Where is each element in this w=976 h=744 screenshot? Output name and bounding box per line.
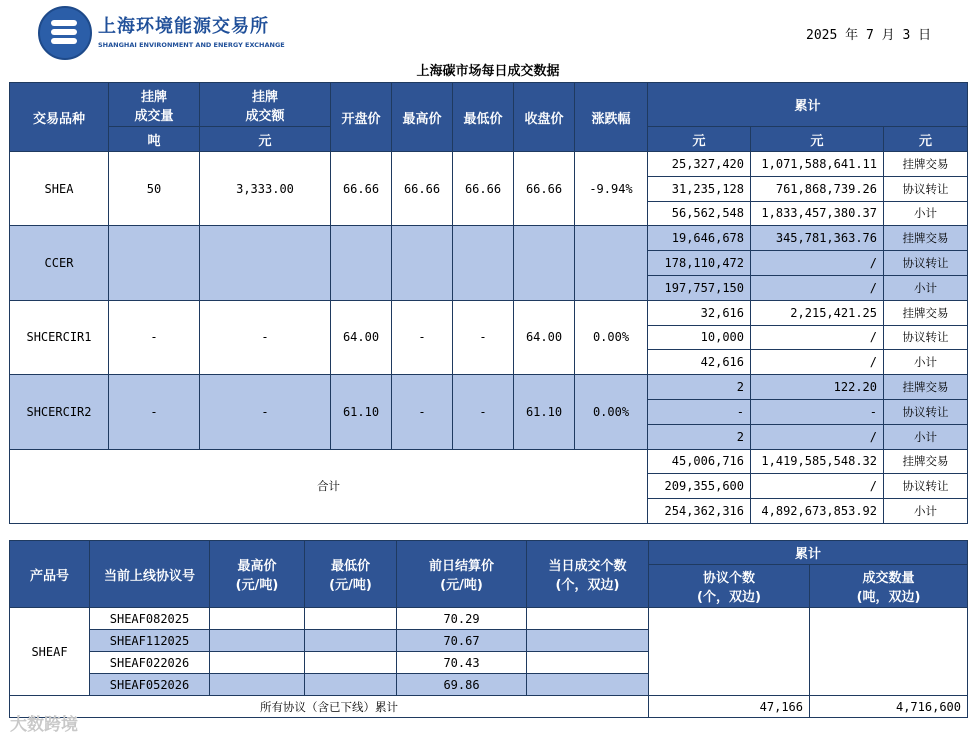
fwd-header-day_count: 当日成交个数 (个，双边) [527,541,649,608]
exchange-logo-icon [38,6,92,60]
fwd-footer-label: 所有协议（含已下线）累计 [10,696,649,718]
cum-volume: 31,235,128 [648,176,751,201]
total-volume: 254,362,316 [648,499,751,524]
cum-amount: 2,215,421.25 [751,300,884,325]
cum-amount: 345,781,363.76 [751,226,884,251]
header-unit-yuan: 元 [751,127,884,152]
fwd-prev_settle: 70.43 [397,652,527,674]
cum-type: 挂牌交易 [884,375,968,400]
header-low: 最低价 [453,83,514,152]
total-amount: 1,419,585,548.32 [751,449,884,474]
fwd-header-agreement: 当前上线协议号 [90,541,210,608]
page-header [0,0,976,78]
cell-high: 66.66 [392,152,453,226]
cum-type: 挂牌交易 [884,226,968,251]
total-label: 合计 [10,449,648,523]
fwd-blank [810,608,968,696]
cell-open: 64.00 [331,300,392,374]
fwd-header-agreement_count: 协议个数 (个，双边) [649,565,810,608]
fwd-high [210,608,305,630]
total-type: 协议转让 [884,474,968,499]
cell-close: 64.00 [514,300,575,374]
cum-volume: 197,757,150 [648,275,751,300]
fwd-prev_settle: 70.67 [397,630,527,652]
fwd-agreement: SHEAF082025 [90,608,210,630]
cum-volume: 56,562,548 [648,201,751,226]
product-name: SHCERCIR1 [10,300,109,374]
cell-listed_amt: - [200,375,331,449]
total-amount: / [751,474,884,499]
cum-type: 小计 [884,424,968,449]
header-high: 最高价 [392,83,453,152]
product-name: SHEA [10,152,109,226]
fwd-blank [649,608,810,696]
header-product: 交易品种 [10,83,109,152]
cell-change [575,226,648,300]
header-listed_amt: 挂牌 成交额 [200,83,331,127]
cum-type: 小计 [884,201,968,226]
watermark: 大数跨境 [10,715,78,735]
cell-open: 61.10 [331,375,392,449]
cum-type: 协议转让 [884,251,968,276]
cum-volume: 2 [648,375,751,400]
product-name: SHCERCIR2 [10,375,109,449]
cell-low: - [453,300,514,374]
cum-amount: / [751,325,884,350]
cum-volume: 2 [648,424,751,449]
fwd-header-prev_settle: 前日结算价 (元/吨) [397,541,527,608]
report-date: 2025 年 7 月 3 日 [806,28,932,43]
fwd-day_count [527,652,649,674]
cell-listed_vol: 50 [109,152,200,226]
fwd-header-cumulative: 累计 [649,541,968,565]
cell-close: 61.10 [514,375,575,449]
total-volume: 45,006,716 [648,449,751,474]
cell-low: 66.66 [453,152,514,226]
cell-change: 0.00% [575,300,648,374]
fwd-day_count [527,674,649,696]
cum-amount: / [751,251,884,276]
cell-high: - [392,375,453,449]
header-unit-yuan: 元 [200,127,331,152]
fwd-low [305,674,397,696]
header-unit-yuan: 元 [648,127,751,152]
fwd-low [305,652,397,674]
fwd-agreement: SHEAF052026 [90,674,210,696]
product-name: CCER [10,226,109,300]
cell-listed_vol: - [109,300,200,374]
logo-en-text: SHANGHAI ENVIRONMENT AND ENERGY EXCHANGE [98,41,285,49]
total-type: 挂牌交易 [884,449,968,474]
fwd-low [305,608,397,630]
cum-volume: 19,646,678 [648,226,751,251]
fwd-header-low: 最低价 (元/吨) [305,541,397,608]
header-change: 涨跌幅 [575,83,648,152]
fwd-low [305,630,397,652]
cum-amount: 1,071,588,641.11 [751,152,884,177]
cum-volume: - [648,399,751,424]
cum-volume: 25,327,420 [648,152,751,177]
fwd-high [210,630,305,652]
cum-amount: 761,868,739.26 [751,176,884,201]
report-title: 上海碳市场每日成交数据 [416,64,560,79]
fwd-day_count [527,608,649,630]
header-cumulative: 累计 [648,83,968,127]
cum-volume: 10,000 [648,325,751,350]
cum-amount: / [751,424,884,449]
logo-cn-text: 上海环境能源交易所 [98,16,269,37]
cum-amount: 1,833,457,380.37 [751,201,884,226]
cell-listed_amt: 3,333.00 [200,152,331,226]
cum-amount: / [751,275,884,300]
total-amount: 4,892,673,853.92 [751,499,884,524]
fwd-product: SHEAF [10,608,90,696]
cell-open [331,226,392,300]
cum-volume: 32,616 [648,300,751,325]
total-type: 小计 [884,499,968,524]
cum-type: 挂牌交易 [884,300,968,325]
header-open: 开盘价 [331,83,392,152]
cum-type: 协议转让 [884,176,968,201]
fwd-high [210,652,305,674]
cum-volume: 42,616 [648,350,751,375]
cell-low [453,226,514,300]
cell-open: 66.66 [331,152,392,226]
market-daily-table [9,82,968,524]
cum-volume: 178,110,472 [648,251,751,276]
cell-high [392,226,453,300]
cell-listed_amt: - [200,300,331,374]
cum-type: 小计 [884,350,968,375]
cum-amount: 122.20 [751,375,884,400]
cell-change: 0.00% [575,375,648,449]
fwd-prev_settle: 69.86 [397,674,527,696]
cum-amount: - [751,399,884,424]
cell-low: - [453,375,514,449]
cell-change: -9.94% [575,152,648,226]
cum-type: 协议转让 [884,399,968,424]
header-unit-ton: 吨 [109,127,200,152]
fwd-high [210,674,305,696]
cum-type: 挂牌交易 [884,152,968,177]
cell-high: - [392,300,453,374]
fwd-footer-volume: 4,716,600 [810,696,968,718]
fwd-header-product_no: 产品号 [10,541,90,608]
cum-amount: / [751,350,884,375]
fwd-header-volume: 成交数量 (吨，双边) [810,565,968,608]
cell-close [514,226,575,300]
cum-type: 协议转让 [884,325,968,350]
cell-close: 66.66 [514,152,575,226]
header-unit-yuan: 元 [884,127,968,152]
fwd-prev_settle: 70.29 [397,608,527,630]
header-close: 收盘价 [514,83,575,152]
cum-type: 小计 [884,275,968,300]
cell-listed_amt [200,226,331,300]
header-listed_vol: 挂牌 成交量 [109,83,200,127]
fwd-header-high: 最高价 (元/吨) [210,541,305,608]
cell-listed_vol [109,226,200,300]
fwd-footer-agreement-count: 47,166 [649,696,810,718]
forward-contract-table [9,540,968,718]
cell-listed_vol: - [109,375,200,449]
fwd-agreement: SHEAF022026 [90,652,210,674]
total-volume: 209,355,600 [648,474,751,499]
fwd-agreement: SHEAF112025 [90,630,210,652]
fwd-day_count [527,630,649,652]
